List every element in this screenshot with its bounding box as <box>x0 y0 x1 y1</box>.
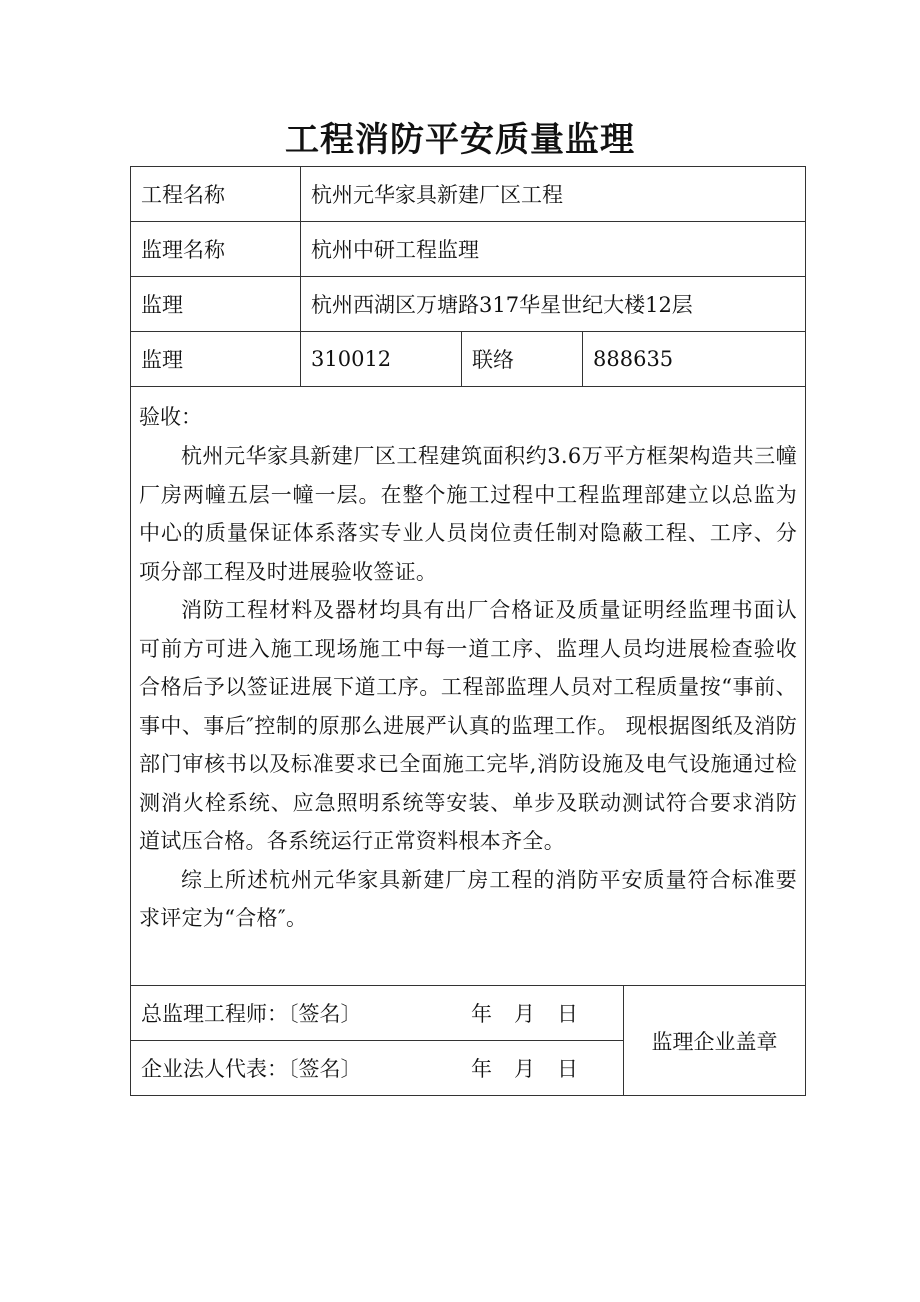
acceptance-paragraph-1: 杭州元华家具新建厂区工程建筑面积约3.6万平方框架构造共三幢厂房两幢五层一幢一层。在整个施工过程中工程监理部建立以总监为中心的质量保证体系落实专业人员岗位责任制对隐蔽工程、工序、分项分部工程及时进展验收签证。 <box>139 444 797 584</box>
chief-engineer-signature-row <box>131 986 806 1041</box>
contact-label: 联络 <box>462 332 583 387</box>
sign-month-label-2: 月 <box>514 1057 535 1081</box>
acceptance-section <box>131 387 806 986</box>
supervisor-contact-label: 监理 <box>131 332 301 387</box>
supervisor-address-row <box>131 277 806 332</box>
supervisor-address-value: 杭州西湖区万塘路317华星世纪大楼12层 <box>301 277 806 332</box>
project-name-row <box>131 167 806 222</box>
contact-value: 888635 <box>583 332 806 387</box>
document-title: 工程消防平安质量监理 <box>285 120 635 160</box>
postcode-value: 310012 <box>301 332 462 387</box>
supervisor-contact-row <box>131 332 806 387</box>
acceptance-row <box>131 387 806 986</box>
legal-rep-signature-label: 企业法人代表：〔签名〕 <box>141 1057 362 1081</box>
sign-day-label-2: 日 <box>557 1057 578 1081</box>
supervisor-name-row <box>131 222 806 277</box>
supervision-form-table <box>130 166 806 1096</box>
supervisor-name-value: 杭州中研工程监理 <box>301 222 806 277</box>
project-name-label: 工程名称 <box>131 167 301 222</box>
sign-year-label: 年 <box>471 1002 492 1026</box>
sign-day-label: 日 <box>557 1002 578 1026</box>
chief-engineer-signature-label: 总监理工程师：〔签名〕 <box>141 1002 362 1026</box>
company-stamp-cell: 监理企业盖章 <box>624 986 806 1096</box>
sign-year-label-2: 年 <box>471 1057 492 1081</box>
sign-month-label: 月 <box>514 1002 535 1026</box>
acceptance-heading: 验收： <box>139 405 202 429</box>
chief-engineer-signature-cell <box>131 986 624 1041</box>
project-name-value: 杭州元华家具新建厂区工程 <box>301 167 806 222</box>
supervisor-name-label: 监理名称 <box>131 222 301 277</box>
supervisor-address-label: 监理 <box>131 277 301 332</box>
acceptance-paragraph-3: 综上所述杭州元华家具新建厂房工程的消防平安质量符合标准要求评定为“合格″。 <box>139 867 797 930</box>
acceptance-paragraph-2: 消防工程材料及器材均具有出厂合格证及质量证明经监理书面认可前方可进入施工现场施工中每一道工序、监理人员均进展检查验收合格后予以签证进展下道工序。工程部监理人员对工程质量按“事前、事中、事后″控制的原那么进展严认真的监理工作。 现根据图纸及消防部门审核书以及标准要求已全面施工完毕,消防设施及电气设施通过检测消火栓系统、应急照明系统等安装、单步及联动测试符合要求消防道试压合格。各系统运行正常资料根本齐全。 <box>139 598 797 853</box>
legal-rep-signature-cell <box>131 1041 624 1096</box>
